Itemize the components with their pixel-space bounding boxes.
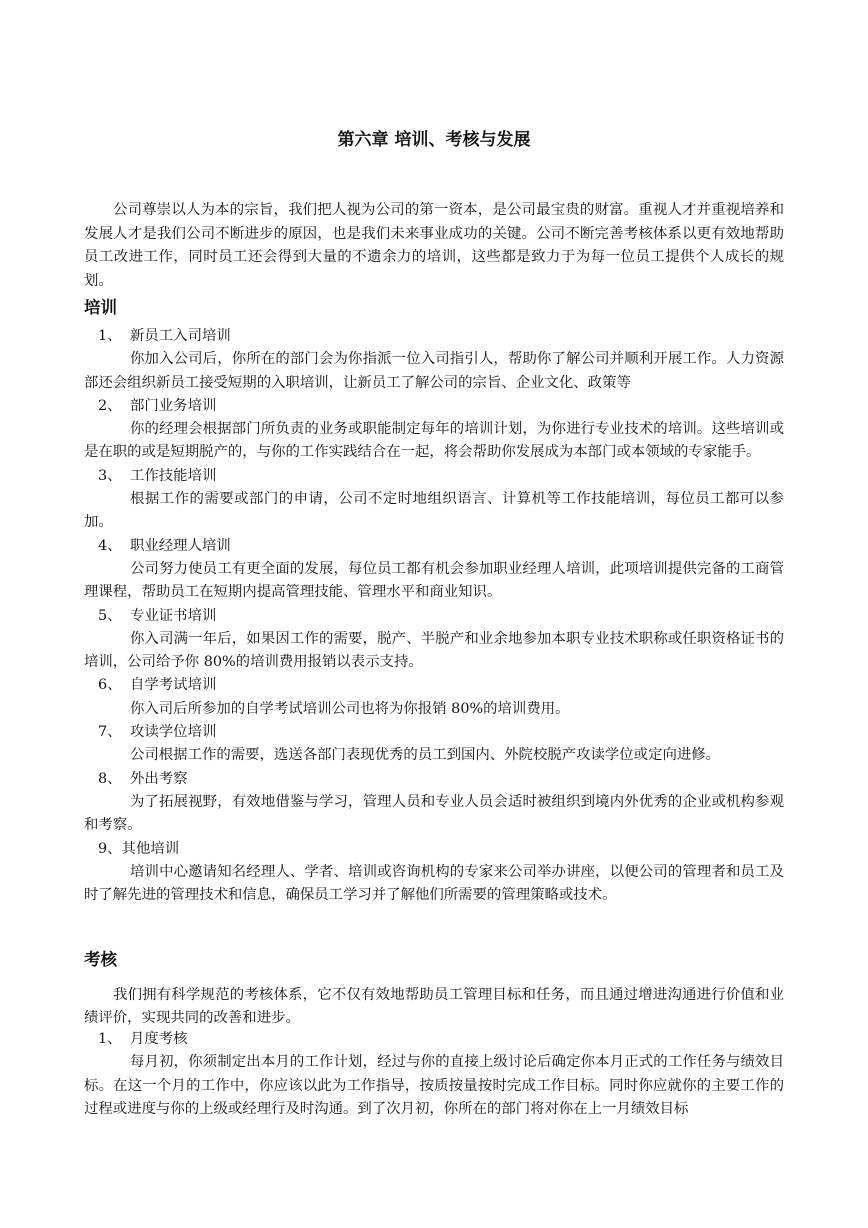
item-body: 你入司后所参加的自学考试培训公司也将为你报销 80%的培训费用。	[130, 700, 570, 717]
assessment-item	[84, 1028, 784, 1121]
item-title: 其他培训	[121, 840, 180, 857]
training-item	[84, 838, 784, 908]
assessment-list	[84, 1028, 784, 1121]
item-body: 每月初，你须制定出本月的工作计划，经过与你的直接上级讨论后确定你本月正式的工作任务与绩效目标。在这一个月的工作中，你应该以此为工作指导，按质按量按时完成工作目标。同时你应就你的主要工作的过程或进度与你的上级或经理行及时沟通。到了次月初，你所在的部门将对你在上一月绩效目标	[84, 1054, 784, 1117]
item-title: 工作技能培训	[130, 467, 217, 484]
training-item	[84, 395, 784, 465]
assessment-intro: 我们拥有科学规范的考核体系，它不仅有效地帮助员工管理目标和任务，而且通过增进沟通进行价值和业绩评价，实现共同的改善和进步。	[84, 987, 784, 1027]
item-body: 你的经理会根据部门所负责的业务或职能制定每年的培训计划，为你进行专业技术的培训。这些培训或是在职的或是短期脱产的，与你的工作实践结合在一起，将会帮助你发展成为本部门或本领域的专家能手。	[84, 421, 784, 461]
training-item	[84, 768, 784, 838]
chapter-title: 第六章 培训、考核与发展	[337, 130, 531, 150]
item-body: 为了拓展视野，有效地借鉴与学习，管理人员和专业人员会适时被组织到境内外优秀的企业或机构参观和考察。	[84, 793, 784, 834]
item-number: 4、	[98, 537, 122, 554]
training-list	[84, 325, 784, 907]
item-title: 部门业务培训	[130, 397, 217, 414]
item-title: 专业证书培训	[130, 607, 217, 624]
item-title: 职业经理人培训	[130, 537, 231, 554]
item-body: 公司努力使员工有更全面的发展，每位员工都有机会参加职业经理人培训，此项培训提供完备的工商管理课程，帮助员工在短期内提高管理技能、管理水平和商业知识。	[84, 560, 784, 601]
item-title: 攻读学位培训	[130, 724, 217, 741]
training-item	[84, 535, 784, 605]
training-heading: 培训	[84, 298, 117, 317]
item-title: 新员工入司培训	[130, 328, 231, 344]
item-number: 6、	[98, 677, 122, 694]
item-title: 自学考试培训	[130, 677, 217, 694]
item-number: 5、	[98, 607, 122, 624]
intro-paragraph: 公司尊崇以人为本的宗旨，我们把人视为公司的第一资本，是公司最宝贵的财富。重视人才并重视培养和发展人才是我们公司不断进步的原因，也是我们未来事业成功的关键。公司不断完善考核体系以更有效地帮助员工改进工作，同时员工还会得到大量的不遗余力的培训，这些都是致力于为每一位员工提供个人成长的规划。	[84, 202, 784, 289]
item-number: 9、	[98, 840, 122, 857]
assessment-heading: 考核	[84, 950, 117, 969]
training-item	[84, 325, 784, 395]
training-item	[84, 721, 784, 768]
item-number: 3、	[98, 467, 122, 484]
item-body: 根据工作的需要或部门的申请，公司不定时地组织语言、计算机等工作技能培训，每位员工都可以参加。	[84, 491, 784, 531]
item-number: 1、	[98, 328, 122, 344]
item-number: 7、	[98, 724, 122, 741]
training-item	[84, 674, 784, 721]
item-number: 1、	[98, 1031, 122, 1047]
item-number: 2、	[98, 397, 122, 414]
item-body: 你加入公司后，你所在的部门会为你指派一位入司指引人，帮助你了解公司并顺利开展工作。人力资源部还会组织新员工接受短期的入职培训，让新员工了解公司的宗旨、企业文化、政策等	[84, 351, 784, 391]
training-item	[84, 605, 784, 675]
item-body: 培训中心邀请知名经理人、学者、培训或咨询机构的专家来公司举办讲座，以便公司的管理者和员工及时了解先进的管理技术和信息，确保员工学习并了解他们所需要的管理策略或技术。	[84, 863, 784, 904]
item-body: 公司根据工作的需要，选送各部门表现优秀的员工到国内、外院校脱产攻读学位或定向进修。	[130, 747, 721, 764]
item-title: 外出考察	[130, 770, 188, 787]
item-title: 月度考核	[130, 1031, 188, 1047]
item-body: 你入司满一年后，如果因工作的需要，脱产、半脱产和业余地参加本职专业技术职称或任职资格证书的培训，公司给予你 80%的培训费用报销以表示支持。	[84, 630, 784, 671]
item-number: 8、	[98, 770, 122, 787]
training-item	[84, 465, 784, 535]
